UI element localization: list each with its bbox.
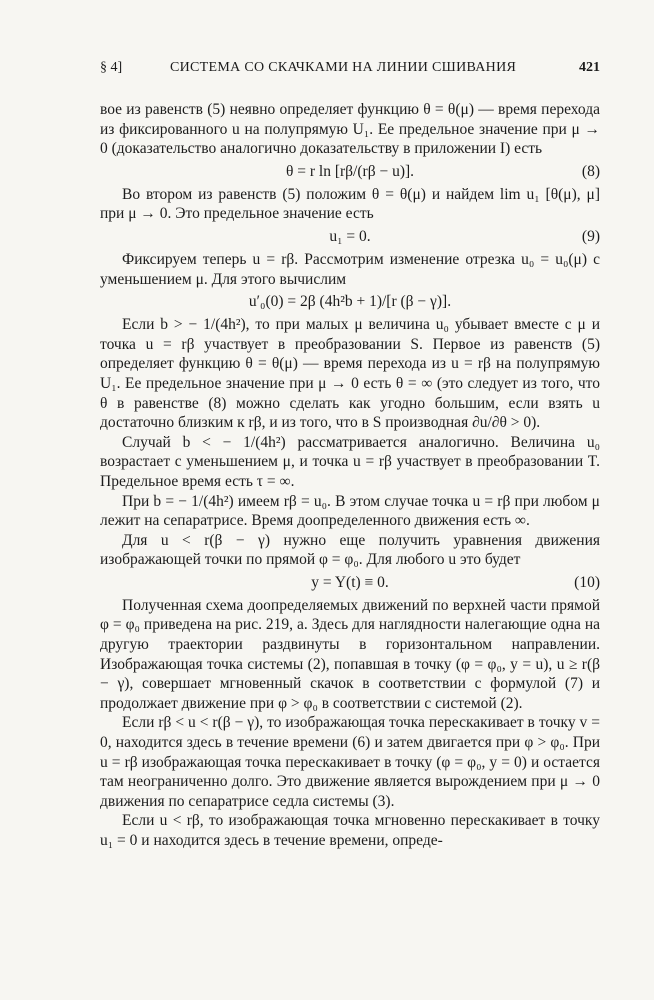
paragraph-6: При b = − 1/(4h²) имеем rβ = u₀. В этом случае точка u = rβ при любом μ лежит на сепаратрисе. Время доопределенного движения есть ∞. xyxy=(100,492,600,530)
equation-9 xyxy=(100,225,600,249)
equation-8-number: (8) xyxy=(581,162,600,180)
equation-u0-derivative xyxy=(100,290,600,314)
equation-10-number: (10) xyxy=(574,573,600,591)
equation-8 xyxy=(100,160,600,184)
equation-9-number: (9) xyxy=(581,227,600,245)
chapter-title: СИСТЕМА СО СКАЧКАМИ НА ЛИНИИ СШИВАНИЯ xyxy=(170,60,517,75)
paragraph-10: Если u < rβ, то изображающая точка мгновенно перескакивает в точку u₁ = 0 и находится здесь в течение времени, опреде- xyxy=(100,812,600,849)
paragraph-2: Во втором из равенств (5) положим θ = θ(μ) и найдем lim u₁ [θ(μ), μ] при μ → 0. Это предельное значение есть xyxy=(100,185,600,223)
paragraph-8: Полученная схема доопределяемых движений по верхней части прямой φ = φ₀ приведена на рис. 219, а. Здесь для наглядности налегающие одна на другую траектории раздвинуты в горизонтальном направлении. Изображающая точка системы (2), попавшая в точку (φ = φ₀, y = u), u ≥ r(β − γ), совершает мгновенный скачок в соответствии с формулой (7) и продолжает движение при φ > φ₀ в соответствии с системой (2). xyxy=(100,596,600,712)
paragraph-7: Для u < r(β − γ) нужно еще получить уравнения движения изображающей точки по прямой φ = φ₀. Для любого u это будет xyxy=(100,531,600,569)
paragraph-9: Если rβ < u < r(β − γ), то изображающая точка перескакивает в точку v = 0, находится здесь в течение времени (6) и затем двигается при φ > φ₀. При u = rβ изображающая точка перескакивает в точку (φ = φ₀, y = 0) и остается там неограниченно долго. Это движение является вырождением при μ → 0 движения по сепаратрисе седла системы (3). xyxy=(100,714,600,810)
page-number: 421 xyxy=(579,60,600,75)
page-body xyxy=(100,100,600,851)
equation-9-expr: u₁ = 0. xyxy=(329,227,371,245)
paragraph-3: Фиксируем теперь u = rβ. Рассмотрим изменение отрезка u₀ = u₀(μ) с уменьшением μ. Для этого вычислим xyxy=(100,250,600,288)
equation-10 xyxy=(100,571,600,595)
equation-u0-expr: u′₀(0) = 2β (4h²b + 1)/[r (β − γ)]. xyxy=(248,293,452,311)
paragraph-5: Случай b < − 1/(4h²) рассматривается аналогично. Величина u₀ возрастает с уменьшением μ, и точка u = rβ участвует в преобразовании T. Предельное время есть τ = ∞. xyxy=(100,433,600,490)
equation-10-expr: y = Y(t) ≡ 0. xyxy=(311,573,389,591)
paragraph-4: Если b > − 1/(4h²), то при малых μ величина u₀ убывает вместе с μ и точка u = rβ участвует в преобразовании S. Первое из равенств (5) определяет функцию θ = θ(μ) — время перехода из u = rβ на полупрямую U₁. Ее предельное значение при μ → 0 есть θ = ∞ (это следует из того, что θ в равенстве (8) можно сделать как угодно большим, если взять u достаточно близким к rβ, и из того, что в S производная ∂u/∂θ > 0). xyxy=(100,316,600,432)
equation-8-expr: θ = r ln [rβ/(rβ − u)]. xyxy=(285,162,415,180)
paragraph-1: вое из равенств (5) неявно определяет функцию θ = θ(μ) — время перехода из фиксированного u на полупрямую U₁. Ее предельное значение при μ → 0 (доказательство аналогично доказательству в приложении I) есть xyxy=(100,101,600,158)
section-label: § 4] xyxy=(100,60,123,75)
running-header xyxy=(100,60,600,82)
